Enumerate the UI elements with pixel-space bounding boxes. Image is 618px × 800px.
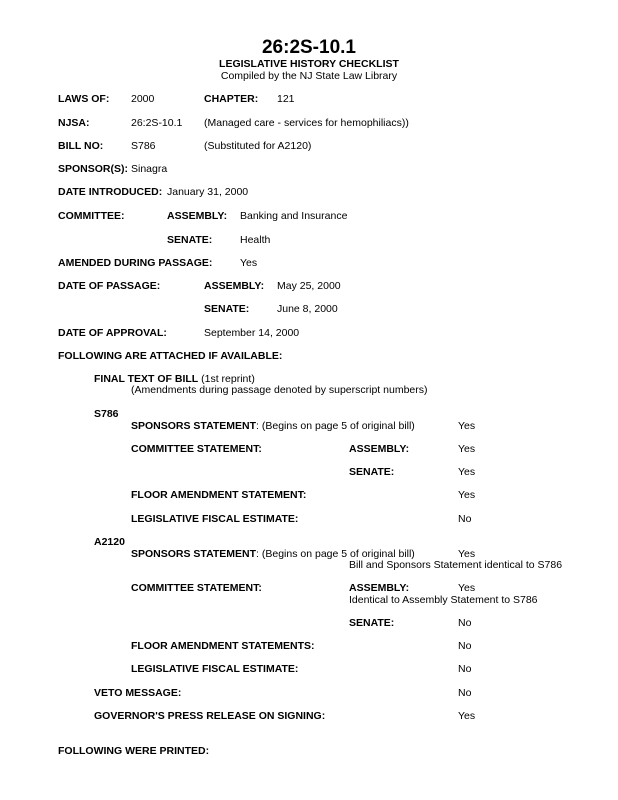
committee-senate-label: SENATE: <box>167 234 213 246</box>
final-text-paren: (1st reprint) <box>198 373 255 385</box>
s786-senate-value: Yes <box>458 466 476 478</box>
laws-of-value: 2000 <box>131 93 155 105</box>
printed-heading: FOLLOWING WERE PRINTED: <box>58 745 210 757</box>
njsa-value: 26:2S-10.1 <box>131 117 183 129</box>
final-text-label: FINAL TEXT OF BILL <box>94 373 199 385</box>
date-introduced-label: DATE INTRODUCED: <box>58 186 163 198</box>
passage-senate-value: June 8, 2000 <box>277 303 338 315</box>
s786-sponsors-label: SPONSORS STATEMENT <box>131 420 257 432</box>
laws-of-label: LAWS OF: <box>58 93 110 105</box>
amended-label: AMENDED DURING PASSAGE: <box>58 257 213 269</box>
a2120-floor-label: FLOOR AMENDMENT STATEMENTS: <box>131 640 315 652</box>
a2120-sponsors-note: : (Begins on page 5 of original bill) <box>256 548 415 560</box>
passage-senate-label: SENATE: <box>204 303 250 315</box>
a2120-assembly-value: Yes <box>458 582 476 594</box>
amended-value: Yes <box>240 257 258 269</box>
approval-label: DATE OF APPROVAL: <box>58 327 167 339</box>
veto-label: VETO MESSAGE: <box>94 687 182 699</box>
document-subtitle: LEGISLATIVE HISTORY CHECKLIST <box>219 58 399 70</box>
a2120-label: A2120 <box>94 536 125 548</box>
a2120-assembly-sub: Identical to Assembly Statement to S786 <box>349 594 538 606</box>
passage-label: DATE OF PASSAGE: <box>58 280 161 292</box>
compiled-by: Compiled by the NJ State Law Library <box>220 70 398 82</box>
final-text-line <box>94 374 255 385</box>
bill-no-value: S786 <box>131 140 156 152</box>
s786-committee-label: COMMITTEE STATEMENT: <box>131 443 262 455</box>
njsa-note: (Managed care - services for hemophiliacs)) <box>204 117 409 129</box>
approval-value: September 14, 2000 <box>204 327 300 339</box>
a2120-committee-label: COMMITTEE STATEMENT: <box>131 582 262 594</box>
s786-sponsors-value: Yes <box>458 420 476 432</box>
sponsors-label: SPONSOR(S): <box>58 163 129 175</box>
chapter-value: 121 <box>277 93 295 105</box>
attached-heading: FOLLOWING ARE ATTACHED IF AVAILABLE: <box>58 350 283 362</box>
s786-sponsors-line <box>131 421 415 432</box>
press-release-value: Yes <box>458 710 476 722</box>
s786-label: S786 <box>94 408 119 420</box>
chapter-label: CHAPTER: <box>204 93 259 105</box>
a2120-assembly-label: ASSEMBLY: <box>349 582 410 594</box>
a2120-fiscal-label: LEGISLATIVE FISCAL ESTIMATE: <box>131 663 299 675</box>
a2120-sponsors-line <box>131 549 415 560</box>
s786-senate-label: SENATE: <box>349 466 395 478</box>
passage-assembly-value: May 25, 2000 <box>277 280 341 292</box>
committee-label: COMMITTEE: <box>58 210 125 222</box>
a2120-senate-value: No <box>458 617 472 629</box>
committee-assembly-label: ASSEMBLY: <box>167 210 228 222</box>
final-text-note: (Amendments during passage denoted by superscript numbers) <box>131 384 428 396</box>
a2120-sponsors-sub: Bill and Sponsors Statement identical to S786 <box>349 559 563 571</box>
date-introduced-value: January 31, 2000 <box>167 186 249 198</box>
bill-no-label: BILL NO: <box>58 140 104 152</box>
njsa-label: NJSA: <box>58 117 90 129</box>
s786-fiscal-value: No <box>458 513 472 525</box>
veto-value: No <box>458 687 472 699</box>
committee-assembly-value: Banking and Insurance <box>240 210 348 222</box>
document-title: 26:2S-10.1 <box>261 37 356 58</box>
s786-sponsors-note: : (Begins on page 5 of original bill) <box>256 420 415 432</box>
s786-fiscal-label: LEGISLATIVE FISCAL ESTIMATE: <box>131 513 299 525</box>
bill-no-note: (Substituted for A2120) <box>204 140 312 152</box>
a2120-floor-value: No <box>458 640 472 652</box>
a2120-senate-label: SENATE: <box>349 617 395 629</box>
s786-floor-value: Yes <box>458 489 476 501</box>
press-release-label: GOVERNOR'S PRESS RELEASE ON SIGNING: <box>94 710 326 722</box>
committee-senate-value: Health <box>240 234 271 246</box>
s786-floor-label: FLOOR AMENDMENT STATEMENT: <box>131 489 307 501</box>
passage-assembly-label: ASSEMBLY: <box>204 280 265 292</box>
a2120-fiscal-value: No <box>458 663 472 675</box>
a2120-sponsors-label: SPONSORS STATEMENT <box>131 548 257 560</box>
s786-assembly-label: ASSEMBLY: <box>349 443 410 455</box>
s786-assembly-value: Yes <box>458 443 476 455</box>
a2120-sponsors-value: Yes <box>458 548 476 560</box>
sponsors-value: Sinagra <box>131 163 168 175</box>
